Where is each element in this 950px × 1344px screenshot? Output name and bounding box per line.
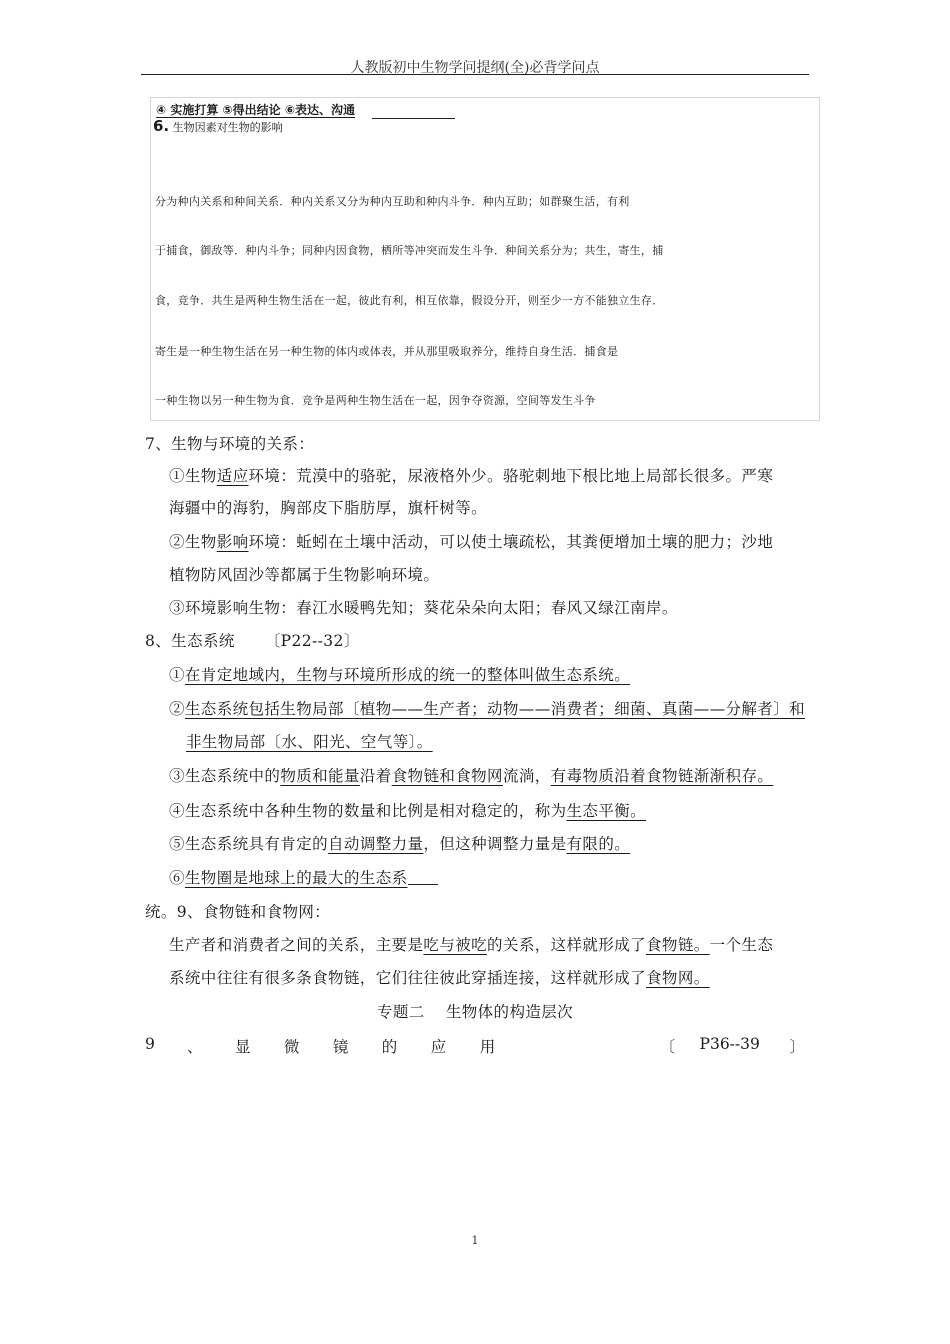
- section-8-pages: 〔P22--32〕: [264, 632, 360, 650]
- item-marker: ①: [169, 666, 185, 684]
- section-9-lead: 统。9、食物链和食物网：: [145, 903, 331, 921]
- box-line-2: 于捕食，御敌等．种内斗争；同种内因食物，栖所等冲突而发生斗争．种间关系分为；共生，寄生，捕: [155, 244, 664, 257]
- document-header-title: 人教版初中生物学问提纲(全)必背学问点: [350, 60, 600, 76]
- microscope-pages: P36--39: [699, 1035, 760, 1053]
- header-rule: [141, 74, 809, 75]
- keyword-food-chain-web: 食物链和食物网: [391, 767, 503, 785]
- keyword-toxin-accumulation: 有毒物质沿着食物链渐渐积存。: [550, 767, 774, 785]
- heading-char: 、: [186, 1038, 203, 1056]
- section-8-item-6: [169, 866, 408, 888]
- section-9-para-2: [169, 966, 710, 988]
- blank-fill-line: [372, 118, 455, 119]
- item-text: ②生物: [169, 533, 217, 551]
- item-text: ④生态系统中各种生物的数量和比例是相对稳定的，称为: [169, 802, 567, 820]
- section-9-para-1: [169, 933, 773, 955]
- item-text: ③生态系统中的: [169, 767, 281, 785]
- pages-bracket-close: 〕: [789, 1038, 805, 1056]
- heading-char: 镜: [332, 1038, 349, 1056]
- item-marker: ②: [169, 700, 185, 718]
- item-text: 的关系，这样就形成了: [487, 936, 647, 954]
- section-6-box: [150, 97, 820, 421]
- ecosystem-definition: 在肯定地域内，生物与环境所形成的统一的整体叫做生态系统。: [184, 666, 631, 684]
- item-text: 环境：蚯蚓在土壤中活动，可以使土壤疏松，其粪便增加土壤的肥力；沙地: [248, 533, 774, 551]
- heading-char: 的: [381, 1038, 398, 1056]
- heading-char: 微: [283, 1038, 300, 1056]
- item-text: ，但这种调整力量是: [423, 835, 567, 853]
- section-7-item-3: ③环境影响生物：春江水暖鸭先知；葵花朵朵向太阳；春风又绿江南岸。: [169, 599, 678, 617]
- keyword-predation: 吃与被吃: [423, 936, 488, 954]
- microscope-heading: [145, 1035, 805, 1057]
- topic-2-title: 专题二 生物体的构造层次: [376, 1003, 574, 1021]
- keyword-limited: 有限的。: [566, 835, 631, 853]
- box-line-4: 寄生是一种生物生活在另一种生物的体内或体表，并从那里吸取养分，维持自身生活．捕食是: [155, 345, 619, 358]
- keyword-food-web: 食物网。: [646, 969, 710, 987]
- item-text: 一个生态: [709, 936, 774, 954]
- item-text: ⑤生态系统具有肯定的: [169, 835, 329, 853]
- box-line-1: 分为种内关系和种间关系．种内关系又分为种内互助和种内斗争．种内互助；如群聚生活，有利: [155, 195, 630, 208]
- section-8-heading: [145, 629, 360, 651]
- section-8-item-2: [169, 697, 805, 719]
- biosphere-statement: 生物圈是地球上的最大的生态系: [184, 869, 408, 887]
- ecosystem-components: 生态系统包括生物局部〔植物——生产者；动物——消费者；细菌、真菌——分解者〕和: [184, 700, 806, 718]
- ecosystem-components-cont: 非生物局部〔水、阳光、空气等〕。: [186, 733, 433, 751]
- section-7-item-2-cont: 植物防风固沙等都属于生物影响环境。: [169, 566, 440, 584]
- section-8-item-5: [169, 832, 630, 854]
- item-text: 流淌，: [502, 767, 551, 785]
- box-line-3: 食，竞争．共生是两种生物生活在一起，彼此有利，相互依靠，假设分开，则至少一方不能独立生存．: [155, 294, 664, 307]
- section-8-item-3: [169, 764, 773, 786]
- section-6-title: 生物因素对生物的影响: [172, 121, 283, 134]
- box-line-5: 一种生物以另一种生物为食．竞争是两种生物生活在一起，因争夺资源，空间等发生斗争: [155, 394, 596, 407]
- section-8-item-4: [169, 799, 646, 821]
- item-text: 环境：荒漠中的骆驼，尿液格外少。骆驼刺地下根比地上局部长很多。严寒: [248, 467, 774, 485]
- keyword-food-chain: 食物链。: [646, 936, 710, 954]
- section-6-number: 6.: [153, 117, 170, 135]
- keyword-ecological-balance: 生态平衡。: [566, 802, 647, 820]
- inquiry-steps: ④ 实施打算 ⑤得出结论 ⑥表达、沟通: [156, 103, 356, 117]
- keyword-adapt: 适应: [216, 467, 249, 485]
- section-7-item-1: [169, 464, 773, 486]
- section-8-title: 8、生态系统: [145, 632, 235, 650]
- pages-bracket-open: 〔: [659, 1038, 676, 1056]
- item-marker: ⑥: [169, 869, 185, 887]
- section-8-item-1: [169, 663, 630, 685]
- keyword-matter-energy: 物质和能量: [280, 767, 360, 785]
- heading-char: 9: [145, 1035, 155, 1053]
- item-text: 生产者和消费者之间的关系，主要是: [169, 936, 424, 954]
- keyword-self-regulation: 自动调整力量: [328, 835, 424, 853]
- heading-char: 用: [479, 1038, 496, 1056]
- keyword-influence: 影响: [216, 533, 249, 551]
- section-6-heading: [153, 117, 283, 135]
- item-text: 系统中往往有很多条食物链，它们往往彼此穿插连接，这样就形成了: [169, 969, 647, 987]
- section-7-item-2: [169, 530, 773, 552]
- section-7-item-1-cont: 海疆中的海豹，胸部皮下脂肪厚，旗杆树等。: [169, 499, 488, 517]
- item-text: ①生物: [169, 467, 217, 485]
- section-8-item-2-cont: [186, 730, 433, 752]
- heading-char: 应: [430, 1038, 447, 1056]
- item-text: 沿着: [359, 767, 392, 785]
- section-7-title: 7、生物与环境的关系：: [145, 435, 315, 453]
- page-number: 1: [471, 1234, 479, 1247]
- heading-char: 显: [234, 1038, 251, 1056]
- underline-extension: [408, 884, 438, 885]
